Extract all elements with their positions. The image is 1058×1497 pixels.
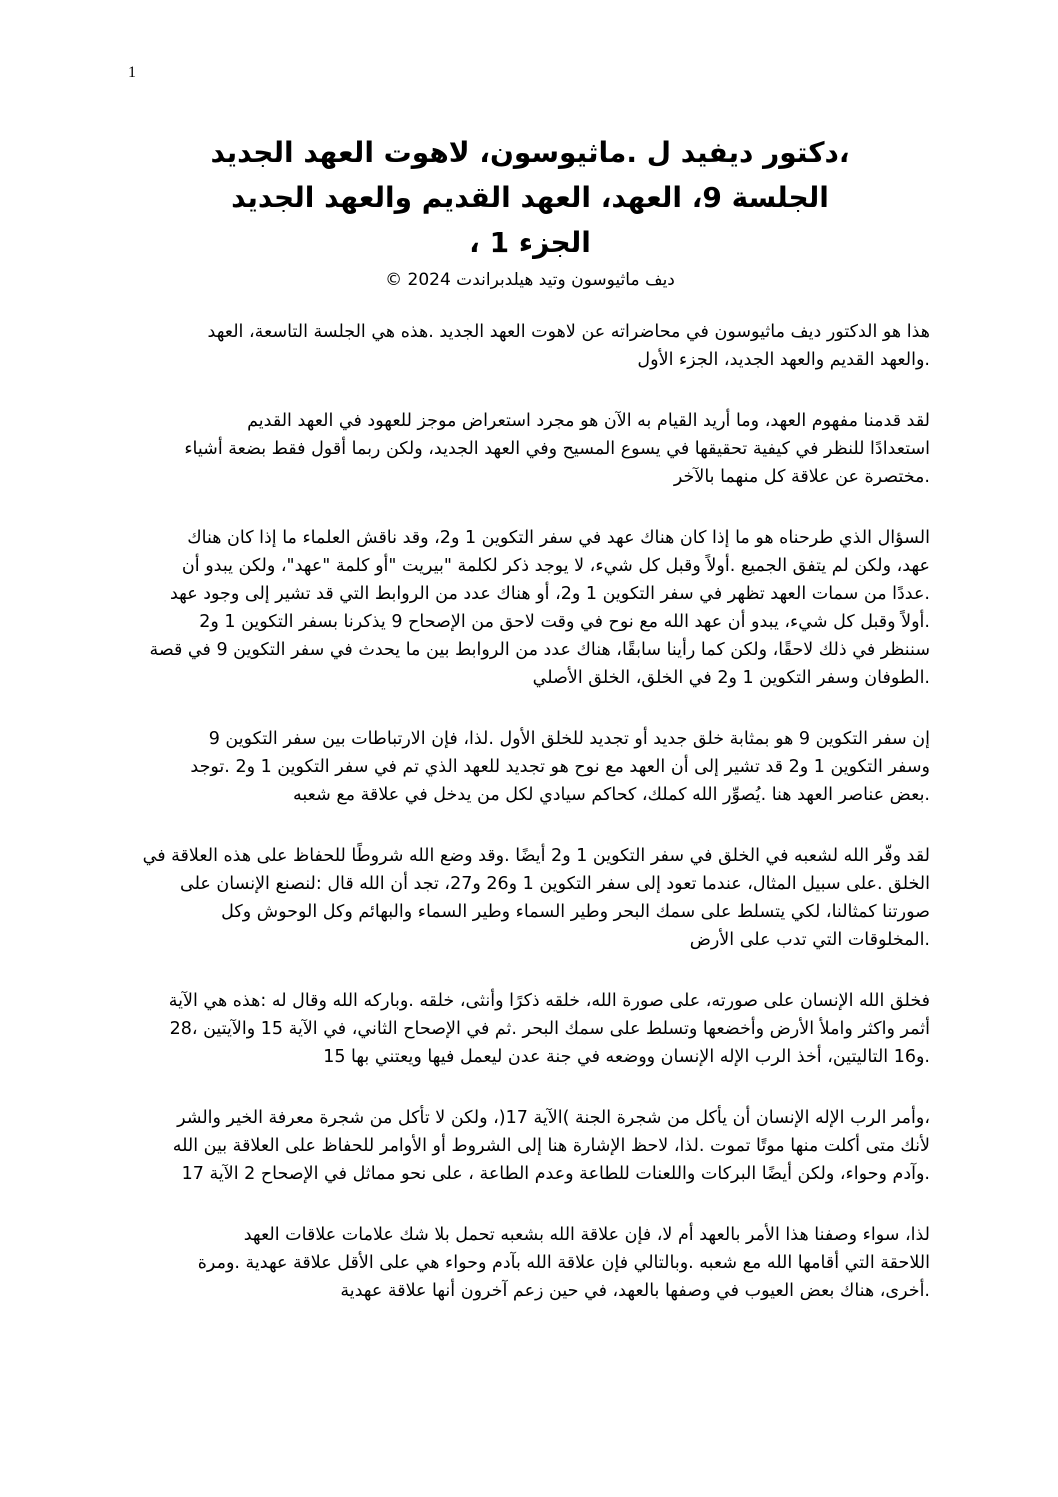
paragraph-line: اللاحقة التي أقامها الله مع شعبه .وبالتالي فإن علاقة الله بآدم وحواء هي على الأقل علاقة عهدية .ومرة bbox=[197, 1253, 930, 1273]
title-line-2: الجلسة 9، العهد، العهد القديم والعهد الجديد bbox=[231, 181, 829, 214]
paragraph-line: فخلق الله الإنسان على صورته، على صورة الله، خلقه ذكرًا وأنثى، خلقه .وباركه الله وقال له :هذه هي الآية bbox=[168, 991, 930, 1011]
paragraph-line: لأنك متى أكلت منها موتًا تموت .لذا، لاحظ الإشارة هنا إلى الشروط أو الأوامر للحفاظ على العلاقة بين الله bbox=[172, 1136, 930, 1156]
paragraph-line: .بعض عناصر العهد هنا .يُصوِّر الله كملك، كحاكم سيادي لكل من يدخل في علاقة مع شعبه bbox=[293, 785, 930, 805]
page-number: 1 bbox=[128, 64, 136, 81]
copyright-line: ديف ماثيوسون وتيد هيلدبراندت 2024 © bbox=[385, 270, 675, 290]
title-line-1: ،دكتور ديفيد ل .ماثيوسون، لاهوت العهد الجديد bbox=[210, 136, 850, 169]
paragraph-line: الخلق .على سبيل المثال، عندما تعود إلى سفر التكوين 1 و26 و27، تجد أن الله قال :لنصنع الإنسان على bbox=[180, 874, 930, 894]
paragraph-line: .و16 التاليتين، أخذ الرب الإله الإنسان ووضعه في جنة عدن ليعمل فيها ويعتني بها 15 bbox=[323, 1047, 930, 1067]
paragraph-line: لقد قدمنا مفهوم العهد، وما أريد القيام به الآن هو مجرد استعراض موجز للعهود في العهد القديم bbox=[247, 411, 930, 431]
paragraph-line: .أخرى، هناك بعض العيوب في وصفها بالعهد، في حين زعم آخرون أنها علاقة عهدية bbox=[340, 1281, 930, 1301]
title-line-3: الجزء 1 ، bbox=[469, 226, 591, 259]
paragraph bbox=[130, 987, 930, 1071]
paragraph-line: أثمر واكثر واملأ الأرض وأخضعها وتسلط على سمك البحر .ثم في الإصحاح الثاني، في الآية 15 والآيتين ،28 bbox=[169, 1019, 930, 1039]
paragraph-line: هذا هو الدكتور ديف ماثيوسون في محاضراته عن لاهوت العهد الجديد .هذه هي الجلسة التاسعة، العهد bbox=[207, 322, 930, 342]
paragraph bbox=[130, 725, 930, 809]
paragraph bbox=[130, 407, 930, 491]
paragraph-line: سننظر في ذلك لاحقًا، ولكن كما رأينا سابقًا، هناك عدد من الروابط بين ما يحدث في سفر التكوين 9 في قصة bbox=[149, 640, 930, 660]
paragraph-line: صورتنا كمثالنا، لكي يتسلط على سمك البحر وطير السماء وطير السماء والبهائم وكل الوحوش وكل bbox=[221, 902, 930, 922]
document-body bbox=[130, 318, 930, 1338]
paragraph-line: .المخلوقات التي تدب على الأرض bbox=[689, 930, 930, 950]
paragraph-line: لذا، سواء وصفنا هذا الأمر بالعهد أم لا، فإن علاقة الله بشعبه تحمل بلا شك علامات علاقات العهد bbox=[243, 1225, 930, 1245]
paragraph-line: إن سفر التكوين 9 هو بمثابة خلق جديد أو تجديد للخلق الأول .لذا، فإن الارتباطات بين سفر التكوين 9 bbox=[208, 729, 930, 749]
document-header bbox=[130, 130, 930, 293]
paragraph-line: .الطوفان وسفر التكوين 1 و2 في الخلق، الخلق الأصلي bbox=[532, 668, 930, 688]
paragraph-line: وسفر التكوين 1 و2 قد تشير إلى أن العهد مع نوح هو تجديد للعهد الذي تم في سفر التكوين 1 و2 .توجد bbox=[190, 757, 930, 777]
paragraph-line: .عددًا من سمات العهد تظهر في سفر التكوين 1 و2، أو هناك عدد من الروابط التي قد تشير إلى وجود عهد bbox=[169, 584, 930, 604]
paragraph-line: .أولاً وقبل كل شيء، يبدو أن عهد الله مع نوح في وقت لاحق من الإصحاح 9 يذكرنا بسفر التكوين 1 و2 bbox=[199, 612, 930, 632]
paragraph-line: استعدادًا للنظر في كيفية تحقيقها في يسوع المسيح وفي العهد الجديد، ولكن ربما أقول فقط بضعة أشياء bbox=[184, 439, 930, 459]
paragraph bbox=[130, 1221, 930, 1305]
paragraph-line: ،وأمر الرب الإله الإنسان أن يأكل من شجرة الجنة )الآية 17(، ولكن لا تأكل من شجرة معرفة الخير والشر bbox=[177, 1108, 930, 1128]
paragraph-line: .وآدم وحواء، ولكن أيضًا البركات واللعنات للطاعة وعدم الطاعة ، على نحو مماثل في الإصحاح 2 الآية 17 bbox=[181, 1164, 930, 1184]
paragraph-line: السؤال الذي طرحناه هو ما إذا كان هناك عهد في سفر التكوين 1 و2، وقد ناقش العلماء ما إذا كان هناك bbox=[187, 528, 930, 548]
paragraph bbox=[130, 318, 930, 374]
paragraph bbox=[130, 1104, 930, 1188]
paragraph-line: .والعهد القديم والعهد الجديد، الجزء الأول bbox=[637, 350, 930, 370]
paragraph-line: عهد، ولكن لم يتفق الجميع .أولاً وقبل كل شيء، لا يوجد ذكر لكلمة "بيريت "أو كلمة "عهد"، ولكن يبدو أن bbox=[181, 556, 930, 576]
paragraph-line: لقد وفّر الله لشعبه في الخلق في سفر التكوين 1 و2 أيضًا .وقد وضع الله شروطًا للحفاظ على هذه العلاقة في bbox=[142, 846, 930, 866]
paragraph bbox=[130, 524, 930, 692]
paragraph-line: .مختصرة عن علاقة كل منهما بالآخر bbox=[673, 467, 930, 487]
paragraph bbox=[130, 842, 930, 954]
